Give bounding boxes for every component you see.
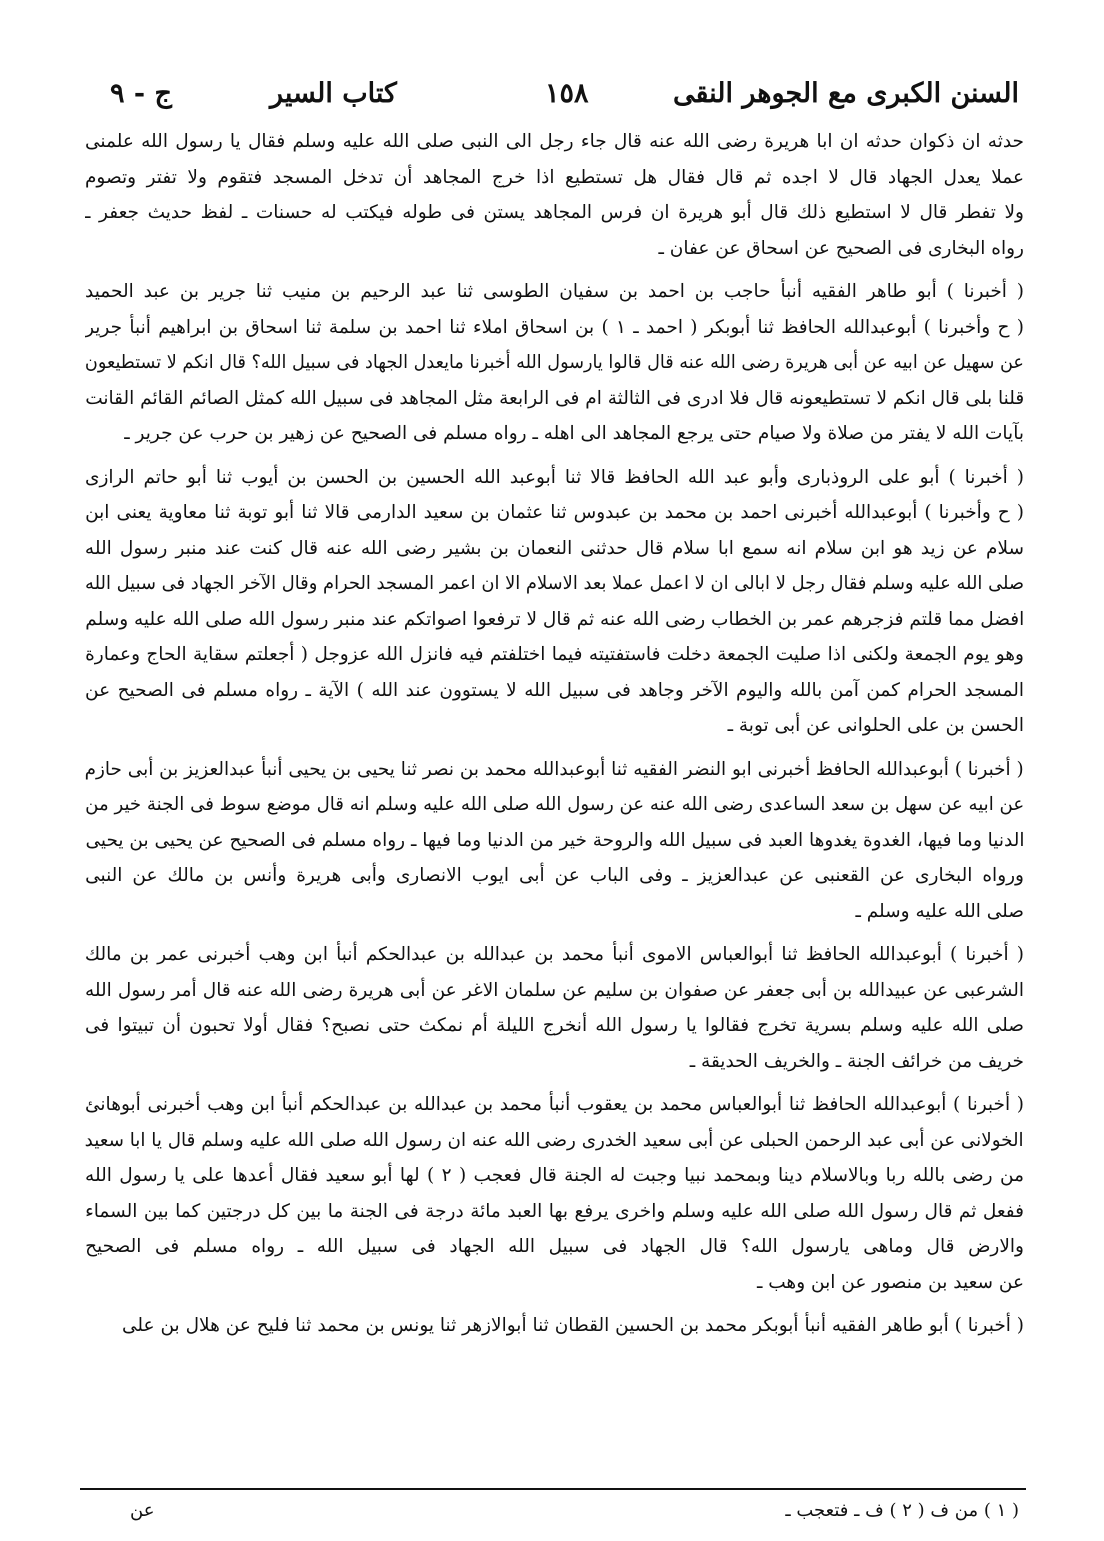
text-line: ( أخبرنا ) أبو على الروذبارى وأبو عبد الله الحافظ قالا ثنا أبوعبد الله الحسين بن الحسن بن أيوب ثنا أبو حاتم الرازى bbox=[85, 466, 1024, 488]
text-line: الدنيا وما فيها، الغدوة يغدوها العبد فى سبيل الله والروحة خير من الدنيا وما فيها ـ رواه مسلم فى الصحيح عن يحيى بن يحيى bbox=[85, 829, 1024, 851]
page-number: ١٥٨ bbox=[545, 78, 589, 109]
text-line: ففعل ثم قال رسول الله صلى الله عليه وسلم واخرى يرفع بها العبد مائة درجة فى الجنة ما بين كل درجتين كما بين السماء bbox=[85, 1200, 1024, 1222]
text-line: صلى الله عليه وسلم بسرية تخرج فقالوا يا رسول الله أنخرج الليلة أم نمكث حتى نصبح؟ فقال أولا تحبون أن تبيتوا فى bbox=[85, 1015, 1024, 1036]
text-line: ورواه البخارى عن القعنبى عن عبدالعزيز ـ وفى الباب عن أبى ايوب الانصارى وأبى هريرة وأنس بن مالك عن النبى bbox=[85, 865, 1024, 886]
paragraph bbox=[85, 937, 1024, 1079]
book-title: كتاب السير bbox=[270, 78, 397, 109]
text-line: عملا يعدل الجهاد قال لا اجده ثم قال فقال هل تستطيع اذا خرج المجاهد أن تدخل المسجد فتقوم ولا تفتر وتصوم bbox=[85, 166, 1024, 188]
paragraph bbox=[85, 752, 1024, 930]
text-line: ولا تفطر قال لا استطيع ذلك قال أبو هريرة ان فرس المجاهد يستن فى طوله فيكتب له حسنات ـ لفظ حديث جعفر ـ bbox=[85, 202, 1024, 223]
footnote: ( ١ ) من ف ( ٢ ) ف ـ فتعجب ـ bbox=[785, 1500, 1019, 1521]
text-line: بآيات الله لا يفتر من صلاة ولا صيام حتى يرجع المجاهد الى اهله ـ رواه مسلم فى الصحيح عن زهير بن حرب عن جرير ـ bbox=[124, 423, 1024, 444]
text-line: صلى الله عليه وسلم ـ bbox=[855, 900, 1024, 922]
text-line: ( ح وأخبرنا ) أبوعبدالله الحافظ ثنا أبوبكر ( احمد ـ ١ ) بن اسحاق املاء ثنا احمد بن سلمة ثنا اسحاق بن ابراهيم أنبأ جرير bbox=[85, 316, 1024, 338]
text-line: المسجد الحرام كمن آمن بالله واليوم الآخر وجاهد فى سبيل الله لا يستوون عند الله ) الآية ـ رواه مسلم فى الصحيح عن bbox=[85, 679, 1024, 701]
text-line: ( أخبرنا ) أبو طاهر الفقيه أنبأ حاجب بن احمد بن سفيان الطوسى ثنا عبد الرحيم بن منيب ثنا جرير بن عبد الحميد bbox=[85, 281, 1024, 302]
text-line: ( أخبرنا ) أبوعبدالله الحافظ ثنا أبوالعباس الاموى أنبأ محمد بن عبدالله بن عبدالحكم أنبأ ابن وهب أخبرنى عمر بن مالك bbox=[85, 944, 1024, 965]
text-line: خريف من خرائف الجنة ـ والخريف الحديقة ـ bbox=[689, 1050, 1024, 1072]
paragraph bbox=[85, 124, 1024, 266]
text-line: افضل مما قلتم فزجرهم عمر بن الخطاب رضى الله عنه ثم قال لا ترفعوا اصواتكم عند منبر رسول الله صلى الله عليه وسلم bbox=[85, 608, 1024, 630]
text-line: الخولانى عن أبى عبد الرحمن الحبلى عن أبى سعيد الخدرى رضى الله عنه ان رسول الله صلى الله عليه وسلم قال يا ابا سعيد bbox=[85, 1129, 1024, 1151]
text-line: عن سعيد بن منصور عن ابن وهب ـ bbox=[756, 1271, 1024, 1293]
text-line: ( أخبرنا ) أبوعبدالله الحافظ أخبرنى ابو النضر الفقيه ثنا أبوعبدالله محمد بن نصر ثنا يحيى بن يحيى أنبأ عبدالعزيز بن أبى حازم bbox=[85, 758, 1024, 780]
text-line: عن سهيل عن ابيه عن أبى هريرة رضى الله عنه قال قالوا يارسول الله أخبرنا مايعدل الجهاد فى سبيل الله؟ قال انكم لا تستطيعون bbox=[85, 352, 1024, 373]
text-line: رواه البخارى فى الصحيح عن اسحاق عن عفان ـ bbox=[658, 237, 1024, 259]
main-text bbox=[85, 124, 1024, 1344]
running-header bbox=[90, 78, 1019, 118]
text-line: وهو يوم الجمعة ولكنى اذا صليت الجمعة دخلت فاستفتيته فيما اختلفتم فيه فانزل الله عزوجل ( أجعلتم سقاية الحاج وعمارة bbox=[85, 644, 1024, 665]
paragraph bbox=[85, 274, 1024, 452]
text-line: حدثه ان ذكوان حدثه ان ابا هريرة رضى الله عنه قال جاء رجل الى النبى صلى الله عليه وسلم فقال يا رسول الله علمنى bbox=[85, 131, 1024, 152]
text-line: والارض قال وماهى يارسول الله؟ قال الجهاد فى سبيل الله الجهاد فى سبيل الله ـ رواه مسلم فى الصحيح bbox=[85, 1236, 1024, 1257]
paragraph bbox=[85, 1087, 1024, 1300]
header-title: السنن الكبرى مع الجوهر النقى bbox=[672, 78, 1019, 109]
catchword: عن bbox=[130, 1500, 155, 1521]
text-line: ( أخبرنا ) أبو طاهر الفقيه أنبأ أبوبكر محمد بن الحسين القطان ثنا أبوالازهر ثنا يونس بن محمد ثنا فليح عن هلال بن على bbox=[122, 1315, 1024, 1336]
volume-label: ج - ٩ bbox=[110, 78, 172, 109]
text-line: صلى الله عليه وسلم فقال رجل لا ابالى ان لا اعمل عملا بعد الاسلام الا ان اعمر المسجد الحرام وقال الآخر الجهاد فى سبيل الله bbox=[85, 573, 1024, 594]
text-line: ( أخبرنا ) أبوعبدالله الحافظ ثنا أبوالعباس محمد بن يعقوب أنبأ محمد بن عبدالله بن عبدالحكم أنبأ ابن وهب أخبرنى أبوهانئ bbox=[85, 1094, 1024, 1115]
paragraph bbox=[85, 1308, 1024, 1344]
text-line: ( ح وأخبرنا ) أبوعبدالله أخبرنى احمد بن محمد بن عبدوس ثنا عثمان بن سعيد الدارمى قالا ثنا أبو توبة ثنا معاوية يعنى ابن bbox=[85, 502, 1024, 523]
footnote-divider bbox=[80, 1488, 1026, 1490]
text-line: قلنا بلى قال انكم لا تستطيعونه قال فلا ادرى فى الثالثة ام فى الرابعة مثل المجاهد فى سبيل الله كمثل الصائم القائم القانت bbox=[85, 387, 1024, 409]
text-line: الشرعبى عن عبيدالله بن أبى جعفر عن صفوان بن سليم عن سلمان الاغر عن أبى هريرة رضى الله عنه قال أمر رسول الله bbox=[85, 979, 1024, 1001]
text-line: من رضى بالله ربا وبالاسلام دينا وبمحمد نبيا وجبت له الجنة قال فعجب ( ٢ ) لها أبو سعيد فقال أعدها على يا رسول الله bbox=[85, 1165, 1024, 1186]
text-line: سلام عن زيد هو ابن سلام انه سمع ابا سلام قال حدثنى النعمان بن بشير رضى الله عنه قال كنت عند منبر رسول الله bbox=[85, 537, 1024, 559]
text-line: الحسن بن على الحلوانى عن أبى توبة ـ bbox=[727, 715, 1024, 736]
text-line: عن ابيه عن سهل بن سعد الساعدى رضى الله عنه عن رسول الله صلى الله عليه وسلم انه قال موضع سوط فى الجنة خير من bbox=[85, 794, 1024, 815]
paragraph bbox=[85, 460, 1024, 744]
